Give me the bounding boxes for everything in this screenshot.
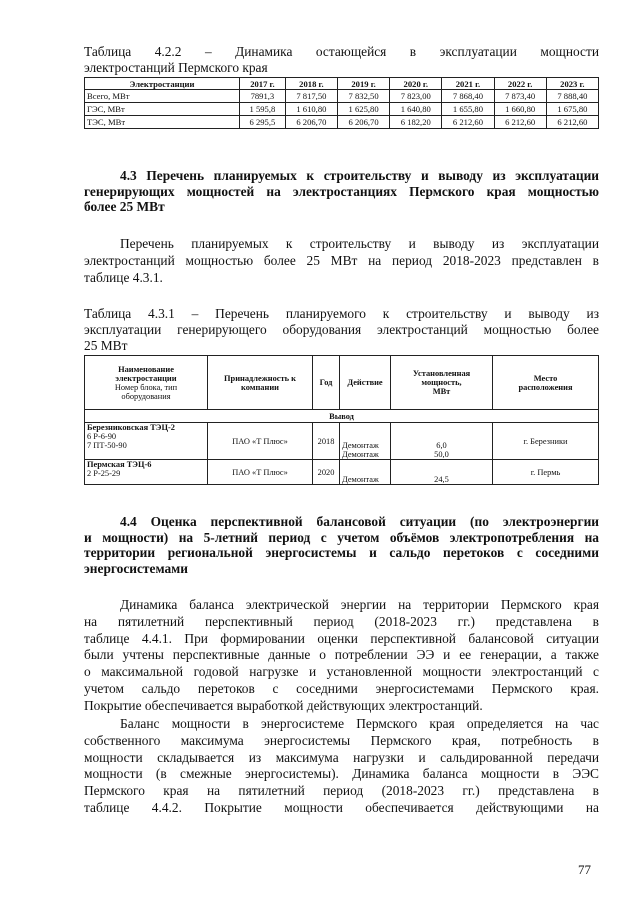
table-cell: 1 595,8 — [240, 103, 286, 116]
heading-line: более 25 МВт — [84, 199, 165, 214]
column-header-action: Действие — [340, 356, 391, 410]
heading-line: 4.3 Перечень планируемых к строительству и выводу из эксплуатации — [120, 168, 599, 183]
station-cell — [85, 460, 208, 485]
table-cell: 7 873,40 — [494, 90, 546, 103]
column-header: 2023 г. — [546, 78, 598, 90]
paragraph-line: таблице 4.4.2. Покрытие мощности обеспечивается действующими на — [84, 799, 599, 815]
action-text: Демонтаж — [342, 450, 379, 459]
station-cell — [85, 423, 208, 460]
paragraph-line: электростанций мощностью более 25 МВт на период 2018-2023 представлен в — [84, 252, 599, 268]
section-4-4-paragraph-2 — [84, 716, 599, 817]
paragraph-line: Динамика баланса электрической энергии на территории Пермского края — [120, 597, 599, 612]
table-cell: 6 182,20 — [390, 116, 442, 129]
paragraph-line: таблице 4.3.1. — [84, 269, 163, 285]
action-cell: Демонтаж — [340, 460, 391, 485]
heading-line: генерирующих мощностей на электростанциях Пермского края мощностью — [84, 183, 599, 199]
capacity-value: 6,0 — [436, 441, 447, 450]
paragraph-line: мощности (в смежные энергосистемы). Динамика баланса мощности в ЭЭС — [84, 766, 599, 782]
table-4-3-1 — [84, 355, 599, 485]
heading-line: энергосистемами — [84, 560, 189, 576]
table-row — [85, 423, 599, 460]
station-name: Березниковская ТЭЦ-2 — [87, 423, 175, 432]
paragraph-line: Перечень планируемых к строительству и выводу из эксплуатации — [120, 236, 599, 251]
table-cell: 1 675,80 — [546, 103, 598, 116]
table-cell: 1 640,80 — [390, 103, 442, 116]
table-row — [85, 460, 599, 485]
section-label: Вывод — [85, 410, 599, 423]
paragraph-line: были учтены перспективные данные о потреблении ЭЭ и ее генерации, а также — [84, 647, 599, 663]
header-text: расположения — [518, 382, 573, 392]
paragraph-line: на пятилетний перспективный период (2018-2023 гг.) представлена в — [84, 613, 599, 629]
header-text: Принадлежность к — [224, 373, 296, 383]
page-number: 77 — [578, 862, 591, 877]
table-row — [85, 90, 599, 103]
heading-line: и мощности) на 5-летний период с учетом объёмов электропотребления на — [84, 529, 599, 545]
table-cell: 7 888,40 — [546, 90, 598, 103]
year-cell: 2018 — [313, 423, 340, 460]
table-cell: 6 206,70 — [285, 116, 337, 129]
owner-cell: ПАО «Т Плюс» — [208, 460, 313, 485]
section-4-3-heading — [84, 168, 599, 215]
column-header: 2022 г. — [494, 78, 546, 90]
header-text: Номер блока, тип — [114, 382, 178, 392]
owner-cell: ПАО «Т Плюс» — [208, 423, 313, 460]
table-cell: 6 212,60 — [442, 116, 494, 129]
location-cell: г. Пермь — [493, 460, 599, 485]
unit-text: 6 Р-6-90 — [87, 432, 117, 441]
paragraph-line: Баланс мощности в энергосистеме Пермского края определяется на час — [120, 716, 599, 731]
section-4-4-paragraph-1 — [84, 597, 599, 715]
header-text: МВт — [432, 387, 451, 396]
table-4-2-2-caption-cont: электростанций Пермского края — [84, 59, 268, 75]
section-4-4-heading — [84, 514, 599, 576]
column-header-capacity — [391, 356, 493, 410]
table-cell: 1 625,80 — [337, 103, 389, 116]
capacity-value: 50,0 — [434, 450, 449, 459]
table-row — [85, 103, 599, 116]
paragraph-line: мощности складывается из максимума нагрузки и сальдированной передачи — [84, 749, 599, 765]
table-cell: 6 212,60 — [494, 116, 546, 129]
location-cell: г. Березники — [493, 423, 599, 460]
table-cell: 1 610,80 — [285, 103, 337, 116]
section-4-3-paragraph — [84, 236, 599, 286]
table-cell: ГЭС, МВт — [85, 103, 240, 116]
unit-text: 2 Р-25-29 — [87, 469, 121, 478]
caption-line: Таблица 4.3.1 – Перечень планируемого к строительству и выводу из — [84, 306, 599, 321]
header-text: оборудования — [121, 391, 171, 401]
column-header: Электростанции — [85, 78, 240, 90]
document-page — [84, 44, 599, 815]
paragraph-line: о максимальной годовой нагрузке и установленной мощности электростанций с — [84, 664, 599, 680]
caption-line: 25 МВт — [84, 338, 128, 353]
table-cell: ТЭС, МВт — [85, 116, 240, 129]
table-cell: 6 212,60 — [546, 116, 598, 129]
table-cell: 6 295,5 — [240, 116, 286, 129]
header-text: мощность, — [421, 378, 462, 387]
table-cell: 7891,3 — [240, 90, 286, 103]
heading-line: 4.4 Оценка перспективной балансовой ситуации (по электроэнергии — [120, 514, 599, 529]
heading-line: территории региональной энергосистемы и сальдо перетоков с соседними — [84, 545, 599, 560]
paragraph-line: таблице 4.4.1. При формировании оценки перспективной балансовой ситуации — [84, 630, 599, 646]
header-text: Наименование — [118, 364, 174, 374]
table-cell: 7 823,00 — [390, 90, 442, 103]
caption-line: эксплуатации генерирующего оборудования электростанций мощностью более — [84, 322, 599, 337]
header-text: компании — [241, 382, 279, 392]
paragraph-line: учетом сальдо перетоков с соседними энергосистемами Пермского края. — [84, 680, 599, 696]
capacity-cell: 24,5 — [391, 460, 493, 485]
column-header: 2020 г. — [390, 78, 442, 90]
column-header: 2019 г. — [337, 78, 389, 90]
table-cell: 1 655,80 — [442, 103, 494, 116]
table-4-2-2-caption: Таблица 4.2.2 – Динамика остающейся в эксплуатации мощности — [84, 44, 599, 59]
table-cell: 6 206,70 — [337, 116, 389, 129]
station-name: Пермская ТЭЦ-6 — [87, 460, 152, 469]
column-header: 2021 г. — [442, 78, 494, 90]
column-header-owner — [208, 356, 313, 410]
paragraph-line: Пермского края на пятилетний период (2018-2023 гг.) представлена в — [84, 783, 599, 799]
column-header: 2018 г. — [285, 78, 337, 90]
table-cell: Всего, МВт — [85, 90, 240, 103]
unit-text: 7 ПТ-50-90 — [87, 441, 127, 450]
table-4-3-1-caption — [84, 306, 599, 354]
table-cell: 7 868,40 — [442, 90, 494, 103]
table-4-2-2 — [84, 77, 599, 129]
table-header-row — [85, 356, 599, 410]
header-text: электростанции — [115, 373, 177, 383]
header-text: Установленная — [412, 369, 471, 378]
column-header-station — [85, 356, 208, 410]
capacity-cell — [391, 423, 493, 460]
year-cell: 2020 — [313, 460, 340, 485]
table-cell: 1 660,80 — [494, 103, 546, 116]
table-row — [85, 116, 599, 129]
column-header-year: Год — [313, 356, 340, 410]
paragraph-line: Покрытие обеспечивается выработкой действующих электростанций. — [84, 697, 483, 713]
table-cell: 7 832,50 — [337, 90, 389, 103]
action-text: Демонтаж — [342, 441, 379, 450]
header-text: Место — [533, 373, 558, 383]
table-header-row — [85, 78, 599, 90]
table-section-row — [85, 410, 599, 423]
paragraph-line: собственного максимума энергосистемы Пермского края, потребность в — [84, 732, 599, 748]
table-cell: 7 817,50 — [285, 90, 337, 103]
column-header-location — [493, 356, 599, 410]
column-header: 2017 г. — [240, 78, 286, 90]
action-cell — [340, 423, 391, 460]
